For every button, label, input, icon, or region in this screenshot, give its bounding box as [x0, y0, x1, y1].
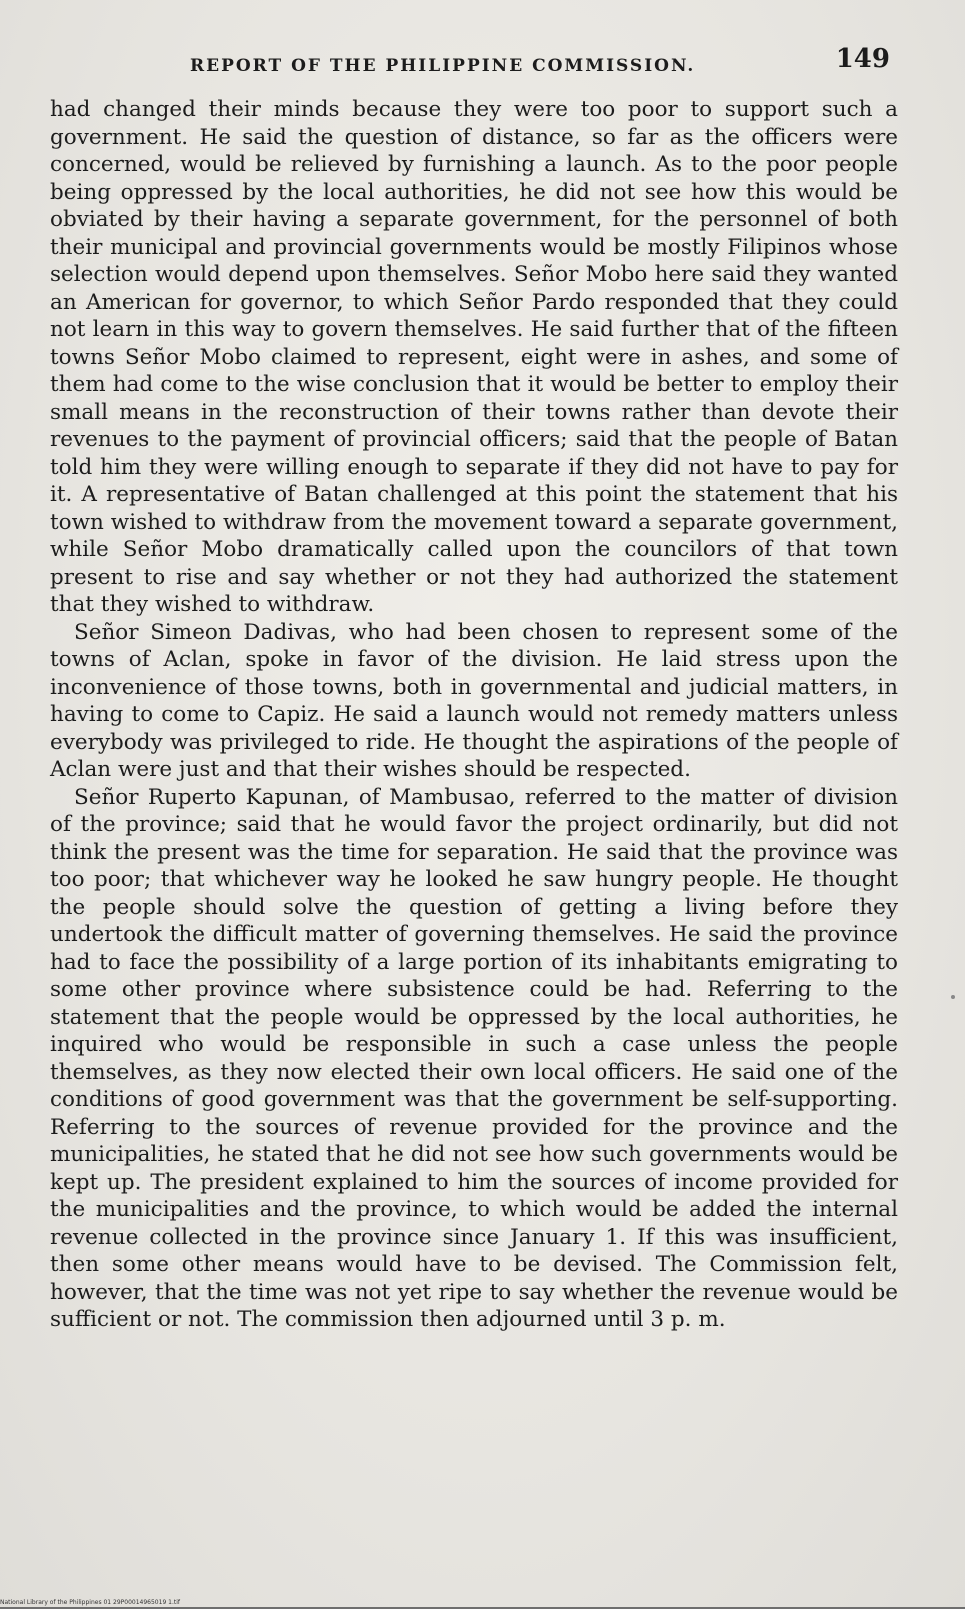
body-text [50, 96, 898, 1334]
scan-source-note: National Library of the Philippines 01 29P00014965019 1.tif [0, 1599, 181, 1606]
running-title: REPORT OF THE PHILIPPINE COMMISSION. [190, 56, 696, 76]
scan-speck [951, 995, 955, 999]
page-header [190, 44, 890, 84]
paragraph-continued: had changed their minds because they were too poor to support such a government. He said the question of distance, so far as the officers were concerned, would be relieved by furnishing a launch. As to the poor people being oppressed by the local authorities, he did not see how this would be obviated by their having a separate government, for the personnel of both their municipal and provincial governments would be mostly Filipinos whose selection would depend upon themselves. Señor Mobo here said they wanted an American for governor, to which Señor Pardo responded that they could not learn in this way to govern themselves. He said further that of the fifteen towns Señor Mobo claimed to represent, eight were in ashes, and some of them had come to the wise conclusion that it would be better to employ their small means in the reconstruction of their towns rather than devote their revenues to the payment of provincial officers; said that the people of Batan told him they were willing enough to separate if they did not have to pay for it. A representative of Batan challenged at this point the statement that his town wished to withdraw from the movement toward a separate government, while Señor Mobo dramatically called upon the councilors of that town present to rise and say whether or not they had authorized the statement that they wished to withdraw. [50, 97, 898, 617]
page-number: 149 [835, 44, 890, 74]
paragraph-dadivas: Señor Simeon Dadivas, who had been chosen to represent some of the towns of Aclan, spoke in favor of the division. He laid stress upon the inconvenience of those towns, both in governmental and judicial matters, in having to come to Capiz. He said a launch would not remedy matters unless everybody was privileged to ride. He thought the aspirations of the people of Aclan were just and that their wishes should be respected. [50, 619, 898, 782]
paragraph-kapunan: Señor Ruperto Kapunan, of Mambusao, referred to the matter of division of the province; said that he would favor the project ordinarily, but did not think the present was the time for separation. He said that the province was too poor; that whichever way he looked he saw hungry people. He thought the people should solve the question of getting a living before they undertook the difficult matter of governing themselves. He said the province had to face the possibility of a large portion of its inhabitants emigrating to some other province where subsistence could be had. Referring to the statement that the people would be oppressed by the local authorities, he inquired who would be responsible in such a case unless the people themselves, as they now elected their own local officers. He said one of the conditions of good government was that the government be self-supporting. Referring to the sources of revenue provided for the province and the municipalities, he stated that he did not see how such governments would be kept up. The president explained to him the sources of income provided for the municipalities and the province, to which would be added the internal revenue collected in the province since January 1. If this was insufficient, then some other means would have to be devised. The Commission felt, however, that the time was not yet ripe to say whether the revenue would be sufficient or not. The commission then adjourned until 3 p. m. [50, 784, 898, 1332]
